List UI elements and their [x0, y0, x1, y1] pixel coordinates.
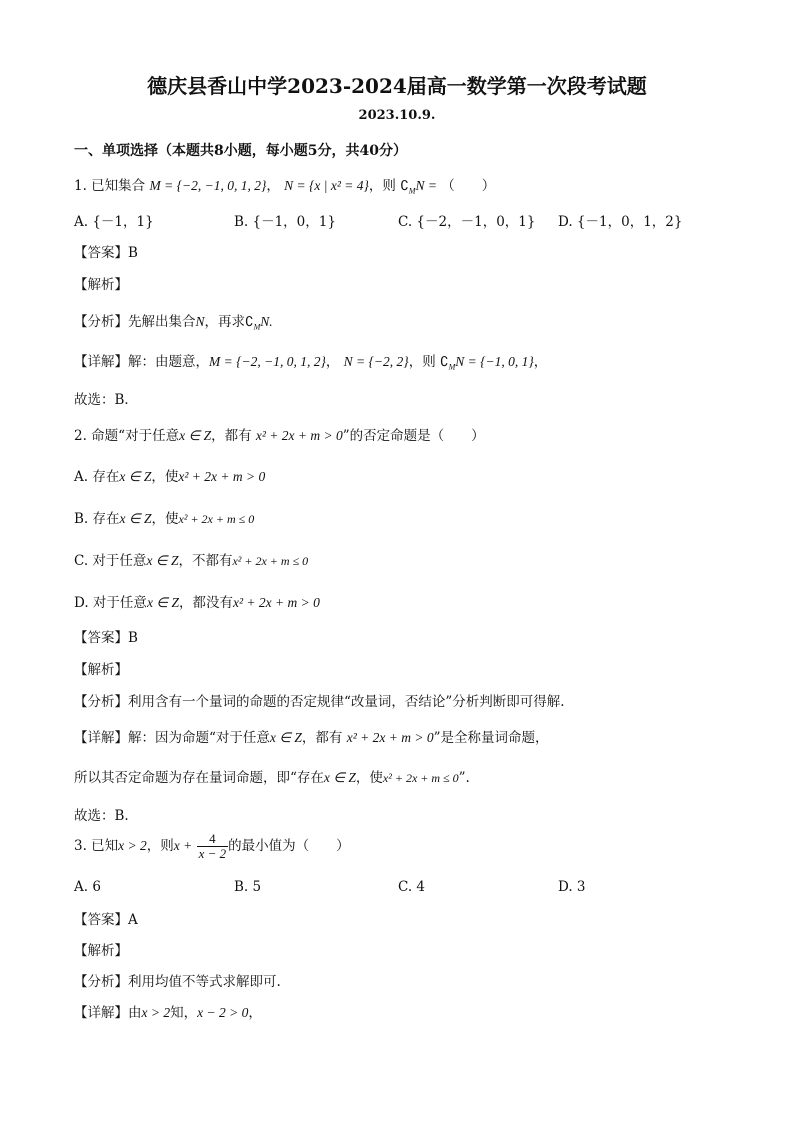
q3-answer — [74, 910, 138, 930]
q2-select-value: B. — [114, 808, 129, 824]
q2-opt-c-mid: ，不都有 — [178, 553, 233, 569]
q1-tail-sub: M — [408, 186, 416, 196]
q2-mid: ，都有 — [211, 428, 252, 444]
q2-jiexi-label: 【解析】 — [74, 662, 128, 678]
q2-opt-d-mid: ，都没有 — [178, 595, 233, 611]
q3-option-a: A. 6 — [74, 879, 101, 895]
exam-date: 2023.10.9. — [358, 108, 436, 123]
question-2-stem — [74, 426, 485, 446]
q3-mid: ，则 — [146, 838, 174, 854]
q2-analysis — [74, 692, 565, 712]
q2-d2-xz: x ∈ Z — [323, 770, 356, 785]
q3-option-b: B. 5 — [234, 879, 262, 895]
q1-option-b: B. {－1，0，1} — [234, 214, 336, 230]
q2-select — [74, 806, 129, 826]
q3-answer-value: A — [128, 912, 138, 928]
q1-answer — [74, 243, 138, 263]
xiangjie-label: 【详解】 — [74, 730, 128, 746]
q3-d-res: x − 2 > 0 — [197, 1005, 249, 1020]
q3-fenxi-text: 利用均值不等式求解即可. — [128, 974, 281, 990]
q2-d1-lead: 解：因为命题“对于任意 — [128, 730, 270, 746]
section-heading: 一、单项选择（本题共8小题，每小题5分，共40分） — [74, 143, 407, 159]
q1-analysis — [74, 312, 273, 338]
q2-opt-a-pre: A. 存在 — [74, 469, 120, 485]
guxuan-label: 故选： — [74, 808, 115, 824]
q2-tail: ”的否定命题是（ ） — [342, 428, 485, 444]
q1-set-m: M = {−2, −1, 0, 1, 2} — [149, 178, 267, 193]
q1-option-d: D. {－1，0，1，2} — [558, 214, 683, 230]
q1-fenxi-n: N — [195, 314, 205, 329]
q3-option-d: D. 3 — [558, 879, 586, 895]
q2-opt-c-expr: x² + 2x + m ≤ 0 — [232, 554, 309, 568]
q2-d1-expr: x² + 2x + m > 0 — [346, 730, 434, 745]
q2-detail-line1 — [74, 728, 549, 748]
q2-opt-b-pre: B. 存在 — [74, 511, 120, 527]
q2-opt-d-xz: x ∈ Z — [146, 595, 179, 610]
q2-opt-b-xz: x ∈ Z — [119, 511, 152, 526]
q2-d1-tail: ”是全称量词命题， — [433, 730, 549, 746]
q2-lead: 2. 命题“对于任意 — [74, 428, 180, 444]
q2-d1-mid: ，都有 — [301, 730, 343, 746]
q3-d-lead: 由 — [128, 1005, 142, 1021]
q1-option-a: A. {－1，1} — [74, 214, 154, 230]
q1-answer-value: B — [128, 245, 138, 261]
q3-d-cond: x > 2 — [141, 1005, 171, 1020]
answer-label: 【答案】 — [74, 630, 128, 646]
q3-lead: 3. 已知 — [74, 838, 119, 854]
q1-detail-result: N = {−1, 0, 1} — [455, 354, 534, 369]
q3-frac-den: x − 2 — [198, 846, 227, 861]
q1-set-n: N = {x | x² = 4} — [284, 178, 369, 193]
q1-detail-lead: 解：由题意， — [128, 354, 209, 370]
q1-select — [74, 390, 138, 410]
answer-label: 【答案】 — [74, 245, 128, 261]
q3-x-plus: x + — [173, 838, 193, 853]
q3-frac-num: 4 — [197, 832, 229, 847]
q2-opt-b-expr: x² + 2x + m ≤ 0 — [178, 512, 255, 526]
q3-cond: x > 2 — [118, 838, 147, 853]
q2-detail-line2 — [74, 768, 470, 788]
q2-option-a — [74, 467, 265, 487]
answer-label: 【答案】 — [74, 912, 128, 928]
q1-paren: （ ） — [441, 178, 496, 194]
q3-analysis — [74, 972, 281, 992]
q1-jiexi-label: 【解析】 — [74, 277, 128, 293]
q1-lead: 1. 已知集合 — [74, 178, 146, 194]
fenxi-label: 【分析】 — [74, 974, 128, 990]
q2-d2-tail: ”. — [458, 770, 470, 786]
q2-opt-c-xz: x ∈ Z — [146, 553, 179, 568]
q3-detail — [74, 1003, 262, 1023]
q3-option-c: C. 4 — [398, 879, 426, 895]
question-1-stem: 1. 已知集合 M = {−2, −1, 0, 1, 2}， N = {x | x² = 4}，则 $∁_MN$ = （ ） — [74, 178, 496, 196]
q3-jiexi-label: 【解析】 — [74, 943, 128, 959]
q1-detail-then: ，则 ∁ — [408, 354, 449, 370]
q2-option-b — [74, 509, 254, 529]
q2-d2-lead: 所以其否定命题为存在量词命题，即“存在 — [74, 770, 324, 786]
q2-option-d — [74, 593, 320, 613]
q2-expr: x² + 2x + m > 0 — [255, 428, 343, 443]
q1-select-value: B． — [114, 392, 138, 408]
q2-option-c — [74, 551, 308, 571]
q3-d-mid: 知， — [170, 1005, 198, 1021]
q1-fenxi-nn: N. — [260, 314, 273, 329]
q2-answer — [74, 628, 138, 648]
q2-opt-a-xz: x ∈ Z — [119, 469, 152, 484]
q1-tail: ，则 ∁ — [368, 178, 409, 194]
q2-xz: x ∈ Z — [179, 428, 212, 443]
q2-d2-expr: x² + 2x + m ≤ 0 — [382, 771, 459, 785]
q2-answer-value: B — [128, 630, 138, 646]
page-title: 德庆县香山中学2023-2024届高一数学第一次段考试题 — [147, 74, 647, 98]
q1-tail-n: N = — [415, 178, 437, 193]
q1-detail: 【详解】解：由题意，M = {−2, −1, 0, 1, 2}， N = {−2, 2}，则 $∁_MN = \{-1$, 0, 1}， — [74, 354, 548, 372]
xiangjie-label: 【详解】 — [74, 354, 128, 370]
question-3-stem — [74, 832, 350, 861]
xiangjie-label: 【详解】 — [74, 1005, 128, 1021]
q1-fenxi-text: 先解出集合 — [128, 314, 196, 330]
q2-opt-d-expr: x² + 2x + m > 0 — [232, 595, 320, 610]
guxuan-label: 故选： — [74, 392, 115, 408]
q1-fenxi-sub: M — [253, 322, 261, 332]
q3-tail: 的最小值为（ ） — [228, 838, 350, 854]
q3-d-tail: ， — [248, 1005, 262, 1021]
q1-detail-n: N = {−2, 2} — [343, 354, 409, 369]
q3-fraction — [197, 832, 229, 861]
q2-opt-c-pre: C. 对于任意 — [74, 553, 147, 569]
q2-opt-a-expr: x² + 2x + m > 0 — [178, 469, 266, 484]
q2-fenxi-text: 利用含有一个量词的命题的否定规律“改量词，否结论”分析判断即可得解. — [128, 694, 565, 710]
q1-fenxi-text2: ，再求 — [204, 314, 246, 330]
q2-d1-xz: x ∈ Z — [269, 730, 302, 745]
q2-d2-mid: ，使 — [355, 770, 383, 786]
q2-opt-a-mid: ，使 — [151, 469, 179, 485]
q2-opt-b-mid: ，使 — [151, 511, 179, 527]
fenxi-label: 【分析】 — [74, 314, 128, 330]
q1-detail-m: M = {−2, −1, 0, 1, 2} — [209, 354, 326, 369]
q1-detail-sub: M — [448, 362, 456, 372]
q1-fenxi-complement: ∁ — [245, 314, 254, 329]
fenxi-label: 【分析】 — [74, 694, 128, 710]
q2-opt-d-pre: D. 对于任意 — [74, 595, 147, 611]
q1-option-c: C. {－2，－1，0，1} — [398, 214, 536, 230]
